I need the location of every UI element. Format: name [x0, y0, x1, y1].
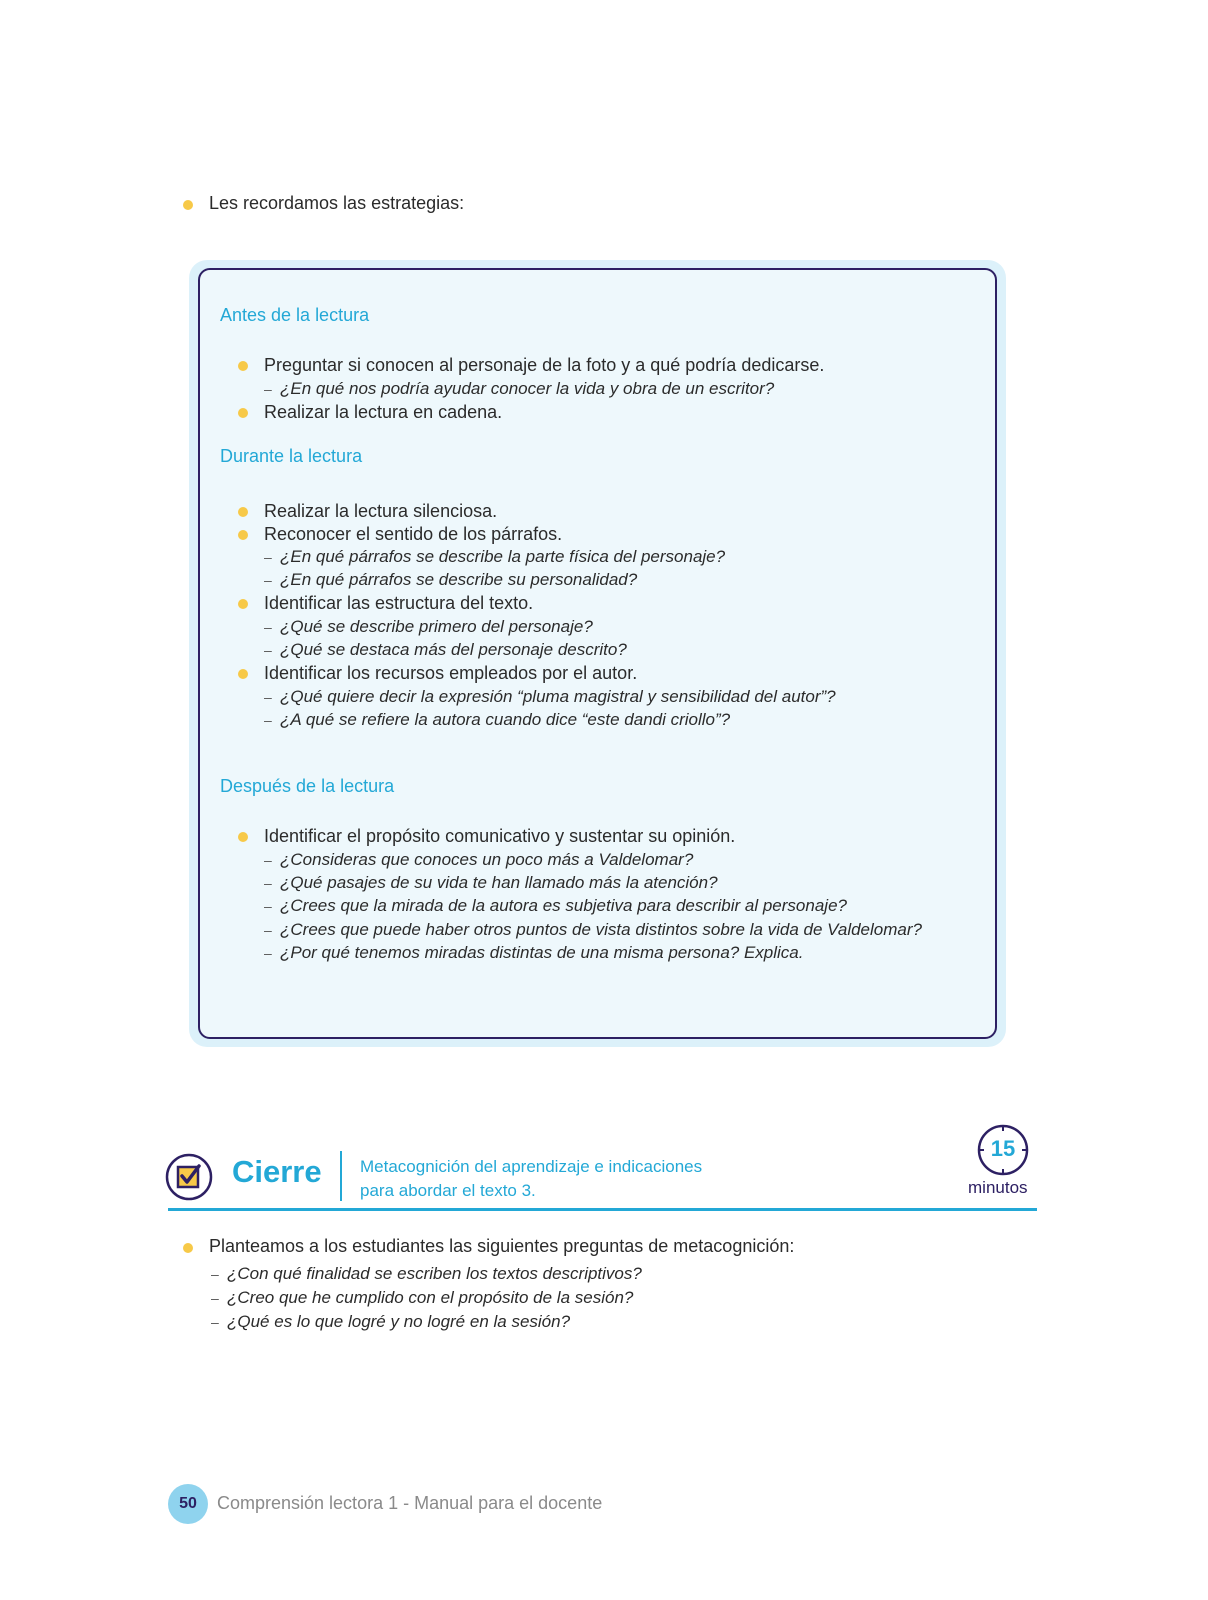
durante-question: – ¿En qué párrafos se describe su personalidad?: [280, 570, 637, 590]
antes-bullet-1-text: Preguntar si conocen al personaje de la foto y a qué podría dedicarse.: [264, 355, 825, 375]
page-number: 50: [168, 1484, 208, 1524]
bullet-icon: [238, 507, 248, 517]
closing-question: – ¿Con qué finalidad se escriben los textos descriptivos?: [227, 1264, 642, 1284]
durante-bullet-3: [264, 593, 533, 614]
durante-bullet-1-text: Realizar la lectura silenciosa.: [264, 501, 498, 521]
durante-bullet-2: [264, 524, 562, 545]
footer-title: Comprensión lectora 1 - Manual para el docente: [217, 1493, 603, 1513]
durante-bullet-4-text: Identificar los recursos empleados por el autor.: [264, 663, 638, 683]
bullet-icon: [238, 361, 248, 371]
despues-question: – ¿Crees que puede haber otros puntos de vista distintos sobre la vida de Valdelomar?: [280, 920, 922, 940]
durante-question: – ¿Qué se describe primero del personaje?: [280, 617, 593, 637]
durante-bullet-3-text: Identificar las estructura del texto.: [264, 593, 534, 613]
despues-question: – ¿Por qué tenemos miradas distintas de una misma persona? Explica.: [280, 943, 803, 963]
despues-question: – ¿Crees que la mirada de la autora es subjetiva para describir al personaje?: [280, 896, 847, 916]
antes-bullet-2: [264, 402, 502, 423]
despues-title: Después de la lectura: [220, 776, 395, 796]
despues-bullet-1-text: Identificar el propósito comunicativo y sustentar su opinión.: [264, 826, 736, 846]
cierre-divider: [340, 1151, 342, 1201]
cierre-description-line-2: para abordar el texto 3.: [360, 1181, 536, 1200]
bullet-icon: [183, 1243, 193, 1253]
bullet-icon: [238, 832, 248, 842]
bullet-icon: [238, 530, 248, 540]
durante-bullet-1: [264, 501, 497, 522]
bullet-icon: [183, 200, 193, 210]
timer-value: 15: [990, 1136, 1016, 1161]
cierre-description: [360, 1155, 780, 1203]
durante-question: – ¿Qué quiere decir la expresión “pluma magistral y sensibilidad del autor”?: [280, 687, 836, 707]
durante-question: – ¿En qué párrafos se describe la parte física del personaje?: [280, 547, 725, 567]
cierre-title: Cierre: [232, 1154, 322, 1189]
timer-badge: [977, 1124, 1029, 1176]
durante-question: – ¿A qué se refiere la autora cuando dice “este dandi criollo”?: [280, 710, 730, 730]
bullet-icon: [238, 669, 248, 679]
antes-question-1: – ¿En qué nos podría ayudar conocer la vida y obra de un escritor?: [280, 379, 774, 399]
antes-bullet-2-text: Realizar la lectura en cadena.: [264, 402, 503, 422]
strategies-box: [198, 268, 997, 1039]
timer-unit: minutos: [968, 1178, 1028, 1197]
antes-title: Antes de la lectura: [220, 305, 370, 325]
durante-question: – ¿Qué se destaca más del personaje descrito?: [280, 640, 627, 660]
durante-title: Durante la lectura: [220, 446, 363, 466]
bullet-icon: [238, 599, 248, 609]
closing-lead: Planteamos a los estudiantes las siguientes preguntas de metacognición:: [209, 1236, 795, 1256]
despues-bullet-1: [264, 826, 735, 847]
durante-bullet-4: [264, 663, 637, 684]
despues-question: – ¿Qué pasajes de su vida te han llamado más la atención?: [280, 873, 718, 893]
closing-question: – ¿Qué es lo que logré y no logré en la sesión?: [227, 1312, 570, 1332]
closing-question: – ¿Creo que he cumplido con el propósito de la sesión?: [227, 1288, 633, 1308]
intro-text: Les recordamos las estrategias:: [209, 193, 465, 213]
bullet-icon: [238, 408, 248, 418]
despues-question: – ¿Consideras que conoces un poco más a Valdelomar?: [280, 850, 693, 870]
cierre-rule: [168, 1208, 1037, 1211]
antes-bullet-1: [264, 355, 824, 376]
checkbox-icon: [165, 1153, 213, 1201]
durante-bullet-2-text: Reconocer el sentido de los párrafos.: [264, 524, 563, 544]
cierre-description-line-1: Metacognición del aprendizaje e indicaciones: [360, 1157, 703, 1176]
